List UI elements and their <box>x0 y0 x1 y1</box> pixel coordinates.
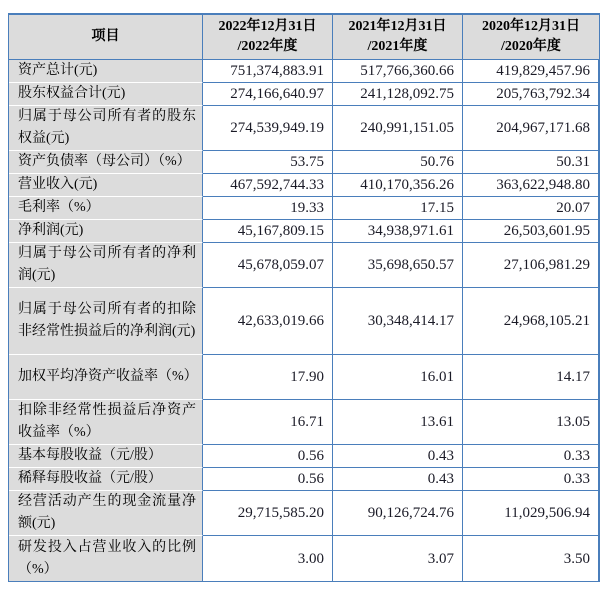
table-row-gross-margin <box>9 197 599 220</box>
table-row-diluted-eps <box>9 468 599 491</box>
table-row-debt-ratio <box>9 151 599 174</box>
row-value-2020: 363,622,948.80 <box>463 174 599 197</box>
row-value-2022: 274,166,640.97 <box>203 83 333 106</box>
row-value-2022: 274,539,949.19 <box>203 106 333 151</box>
row-value-2021: 17.15 <box>333 197 463 220</box>
column-header-2021 <box>333 15 463 60</box>
table-row-net-profit <box>9 220 599 243</box>
table-row-roe-excl-nonrecurring <box>9 400 599 445</box>
row-value-2020: 13.05 <box>463 400 599 445</box>
row-value-2022: 0.56 <box>203 445 333 468</box>
header-2020-line2: /2020年度 <box>501 39 561 54</box>
row-value-2021: 35,698,650.57 <box>333 243 463 288</box>
row-label: 基本每股收益（元/股） <box>9 445 203 468</box>
row-label: 加权平均净资产收益率（%） <box>9 355 203 400</box>
table-row-total-equity <box>9 83 599 106</box>
row-value-2021: 34,938,971.61 <box>333 220 463 243</box>
row-value-2020: 11,029,506.94 <box>463 491 599 536</box>
row-value-2020: 205,763,792.34 <box>463 83 599 106</box>
row-label: 经营活动产生的现金流量净额(元) <box>9 491 203 536</box>
row-value-2021: 90,126,724.76 <box>333 491 463 536</box>
row-label: 营业收入(元) <box>9 174 203 197</box>
row-value-2020: 26,503,601.95 <box>463 220 599 243</box>
row-value-2020: 24,968,105.21 <box>463 288 599 355</box>
row-label: 净利润(元) <box>9 220 203 243</box>
column-header-2020 <box>463 15 599 60</box>
row-value-2020: 419,829,457.96 <box>463 60 599 83</box>
row-value-2021: 0.43 <box>333 468 463 491</box>
row-value-2022: 17.90 <box>203 355 333 400</box>
header-2021-line2: /2021年度 <box>367 39 428 54</box>
row-value-2022: 53.75 <box>203 151 333 174</box>
header-2022-line1: 2022年12月31日 <box>218 19 317 34</box>
row-label: 研发投入占营业收入的比例（%） <box>9 536 203 581</box>
row-value-2020: 20.07 <box>463 197 599 220</box>
row-value-2022: 467,592,744.33 <box>203 174 333 197</box>
table-row-parent-net-profit <box>9 243 599 288</box>
row-value-2021: 240,991,151.05 <box>333 106 463 151</box>
row-value-2021: 13.61 <box>333 400 463 445</box>
row-label: 归属于母公司所有者的净利润(元) <box>9 243 203 288</box>
row-label: 稀释每股收益（元/股） <box>9 468 203 491</box>
row-value-2022: 16.71 <box>203 400 333 445</box>
table-row-rd-ratio <box>9 536 599 581</box>
row-value-2021: 410,170,356.26 <box>333 174 463 197</box>
financial-summary-table <box>8 13 600 582</box>
table-row-parent-equity <box>9 106 599 151</box>
row-value-2020: 204,967,171.68 <box>463 106 599 151</box>
column-header-item <box>9 15 203 60</box>
row-label: 毛利率（%） <box>9 197 203 220</box>
row-value-2020: 0.33 <box>463 468 599 491</box>
row-value-2021: 3.07 <box>333 536 463 581</box>
row-value-2022: 3.00 <box>203 536 333 581</box>
row-value-2022: 45,167,809.15 <box>203 220 333 243</box>
table-row-parent-net-profit-excl-nonrecurring <box>9 288 599 355</box>
header-row <box>9 15 599 60</box>
row-value-2020: 14.17 <box>463 355 599 400</box>
row-value-2022: 19.33 <box>203 197 333 220</box>
row-value-2020: 50.31 <box>463 151 599 174</box>
row-value-2022: 45,678,059.07 <box>203 243 333 288</box>
row-label: 股东权益合计(元) <box>9 83 203 106</box>
row-value-2021: 0.43 <box>333 445 463 468</box>
row-value-2020: 27,106,981.29 <box>463 243 599 288</box>
row-label: 资产负债率（母公司）（%） <box>9 151 203 174</box>
header-2021-line1: 2021年12月31日 <box>348 19 447 34</box>
row-value-2021: 517,766,360.66 <box>333 60 463 83</box>
row-label: 归属于母公司所有者的扣除非经常性损益后的净利润(元) <box>9 288 203 355</box>
financial-summary-table-container <box>8 13 600 582</box>
header-item-label: 项目 <box>91 29 120 44</box>
row-value-2021: 241,128,092.75 <box>333 83 463 106</box>
row-value-2020: 3.50 <box>463 536 599 581</box>
table-row-basic-eps <box>9 445 599 468</box>
row-value-2022: 29,715,585.20 <box>203 491 333 536</box>
row-value-2020: 0.33 <box>463 445 599 468</box>
header-2020-line1: 2020年12月31日 <box>482 19 580 34</box>
table-row-revenue <box>9 174 599 197</box>
column-header-2022 <box>203 15 333 60</box>
row-value-2021: 50.76 <box>333 151 463 174</box>
row-value-2021: 30,348,414.17 <box>333 288 463 355</box>
table-row-weighted-avg-roe <box>9 355 599 400</box>
row-value-2022: 751,374,883.91 <box>203 60 333 83</box>
row-value-2022: 42,633,019.66 <box>203 288 333 355</box>
table-row-operating-cash-flow <box>9 491 599 536</box>
header-2022-line2: /2022年度 <box>237 39 298 54</box>
table-row-total-assets <box>9 60 599 83</box>
row-value-2022: 0.56 <box>203 468 333 491</box>
row-value-2021: 16.01 <box>333 355 463 400</box>
row-label: 资产总计(元) <box>9 60 203 83</box>
row-label: 扣除非经常性损益后净资产收益率（%） <box>9 400 203 445</box>
row-label: 归属于母公司所有者的股东权益(元) <box>9 106 203 151</box>
